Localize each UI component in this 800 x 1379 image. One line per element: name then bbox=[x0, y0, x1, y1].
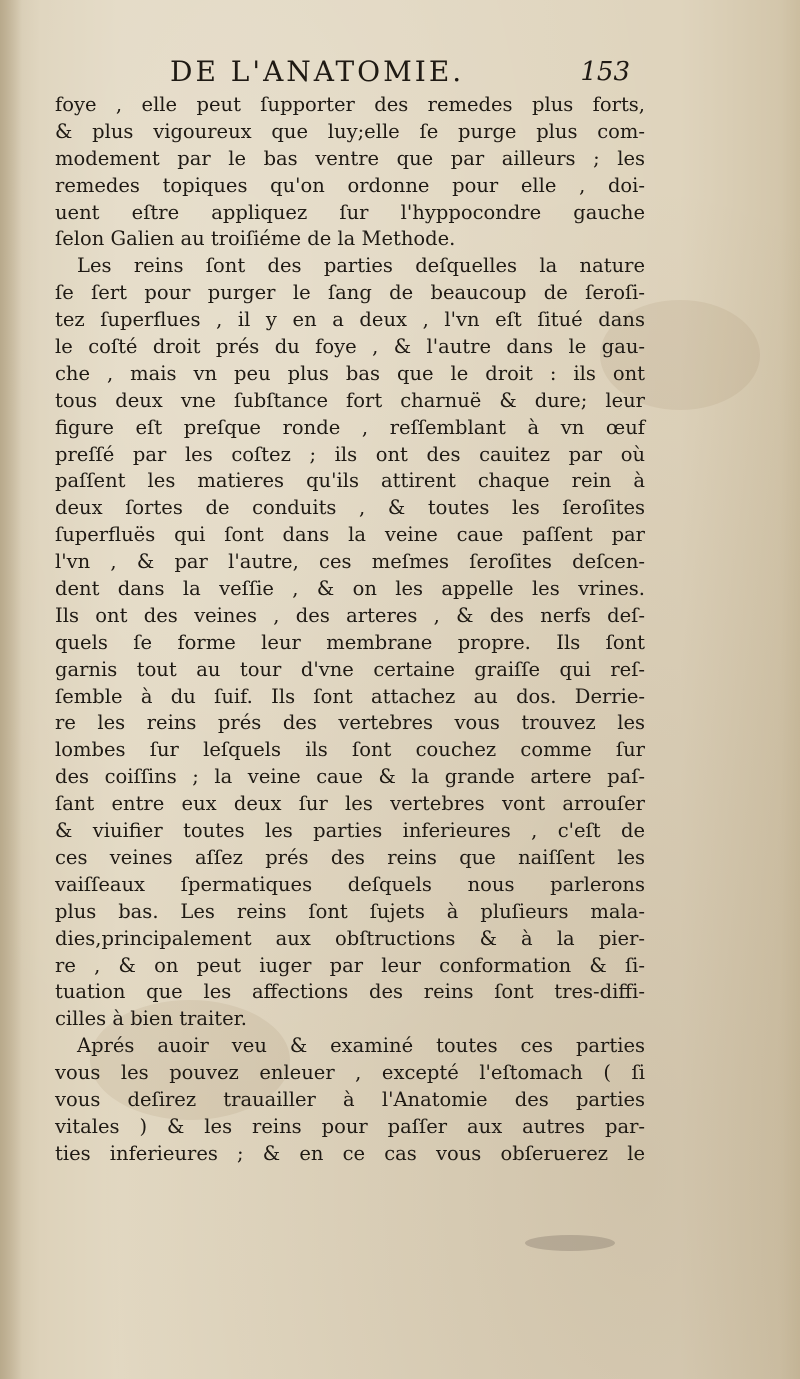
text-line: re les reins prés des vertebres vous trouvez les bbox=[55, 711, 645, 735]
text-line: vous les pouvez enleuer , excepté l'eſtomach ( ſi bbox=[55, 1061, 645, 1085]
page-number: 153 bbox=[580, 57, 630, 87]
text-line: & viuifier toutes les parties inferieures , c'eſt de bbox=[55, 819, 645, 843]
text-line: tuation que les affections des reins ſont tres-diffi- bbox=[55, 980, 645, 1004]
text-line: ſemble à du ſuif. Ils ſont attachez au dos. Derrie- bbox=[55, 684, 645, 708]
text-line: ties inferieures ; & en ce cas vous obſeruerez le bbox=[55, 1141, 645, 1165]
text-line: dent dans la veſſie , & on les appelle les vrines. bbox=[55, 577, 645, 601]
text-line: ſe ſert pour purger le ſang de beaucoup de ſeroſi- bbox=[55, 281, 645, 305]
text-line: lombes ſur leſquels ils ſont couchez comme ſur bbox=[55, 738, 645, 762]
text-line: plus bas. Les reins ſont ſujets à pluſieurs mala- bbox=[55, 899, 645, 923]
text-line: vous deſirez trauailler à l'Anatomie des parties bbox=[55, 1087, 645, 1111]
text-line: & plus vigoureux que luy;elle ſe purge plus com- bbox=[55, 119, 645, 143]
text-line: figure eſt preſque ronde , reſſemblant à vn œuf bbox=[55, 415, 645, 439]
text-line: des coiſſins ; la veine caue & la grande artere paſ- bbox=[55, 765, 645, 789]
text-line: re , & on peut iuger par leur conformation & ſi- bbox=[55, 953, 645, 977]
text-line: che , mais vn peu plus bas que le droit : ils ont bbox=[55, 361, 645, 385]
text-line: ces veines aſſez prés des reins que naiſſent les bbox=[55, 845, 645, 869]
text-line: le coſté droit prés du foye , & l'autre dans le gau- bbox=[55, 335, 645, 359]
text-line: modement par le bas ventre que par ailleurs ; les bbox=[55, 146, 645, 170]
text-line: remedes topiques qu'on ordonne pour elle , doi- bbox=[55, 173, 645, 197]
text-line: foye , elle peut ſupporter des remedes plus forts, bbox=[55, 93, 645, 116]
text-line: Ils ont des veines , des arteres , & des nerfs deſ- bbox=[55, 603, 645, 627]
text-line: vitales ) & les reins pour paſſer aux autres par- bbox=[55, 1114, 645, 1138]
text-line: tez ſuperflues , il y en a deux , l'vn eſt ſitué dans bbox=[55, 308, 645, 332]
running-header bbox=[170, 52, 630, 92]
text-line: cilles à bien traiter. bbox=[55, 1007, 247, 1031]
text-line: uent eſtre appliquez ſur l'hyppocondre gauche bbox=[55, 200, 645, 224]
text-line: l'vn , & par l'autre, ces meſmes ſeroſites deſcen- bbox=[55, 550, 645, 574]
text-line: tous deux vne ſubſtance fort charnuë & dure; leur bbox=[55, 388, 645, 412]
text-line: deux ſortes de conduits , & toutes les ſeroſites bbox=[55, 496, 645, 520]
ink-smudge bbox=[525, 1235, 615, 1251]
binding-shadow bbox=[0, 0, 22, 1379]
running-title: DE L'ANATOMIE. bbox=[170, 55, 465, 88]
text-line: preſſé par les coſtez ; ils ont des cauitez par où bbox=[55, 442, 645, 466]
text-line: quels ſe forme leur membrane propre. Ils ſont bbox=[55, 630, 645, 654]
text-line: ſuperfluës qui ſont dans la veine caue paſſent par bbox=[55, 523, 645, 547]
body-text bbox=[55, 92, 645, 1168]
text-line: ſant entre eux deux ſur les vertebres vont arrouſer bbox=[55, 792, 645, 816]
paragraph-start-line: Aprés auoir veu & examiné toutes ces parties bbox=[77, 1034, 645, 1058]
text-line: vaiſſeaux ſpermatiques deſquels nous parlerons bbox=[55, 872, 645, 896]
text-line: garnis tout au tour d'vne certaine graiſſe qui reſ- bbox=[55, 657, 645, 681]
paragraph-start-line: Les reins ſont des parties deſquelles la nature bbox=[77, 254, 645, 278]
text-line: dies,principalement aux obſtructions & à la pier- bbox=[55, 926, 645, 950]
text-line: paſſent les matieres qu'ils attirent chaque rein à bbox=[55, 469, 645, 493]
text-line: ſelon Galien au troiſiéme de la Methode. bbox=[55, 227, 456, 251]
